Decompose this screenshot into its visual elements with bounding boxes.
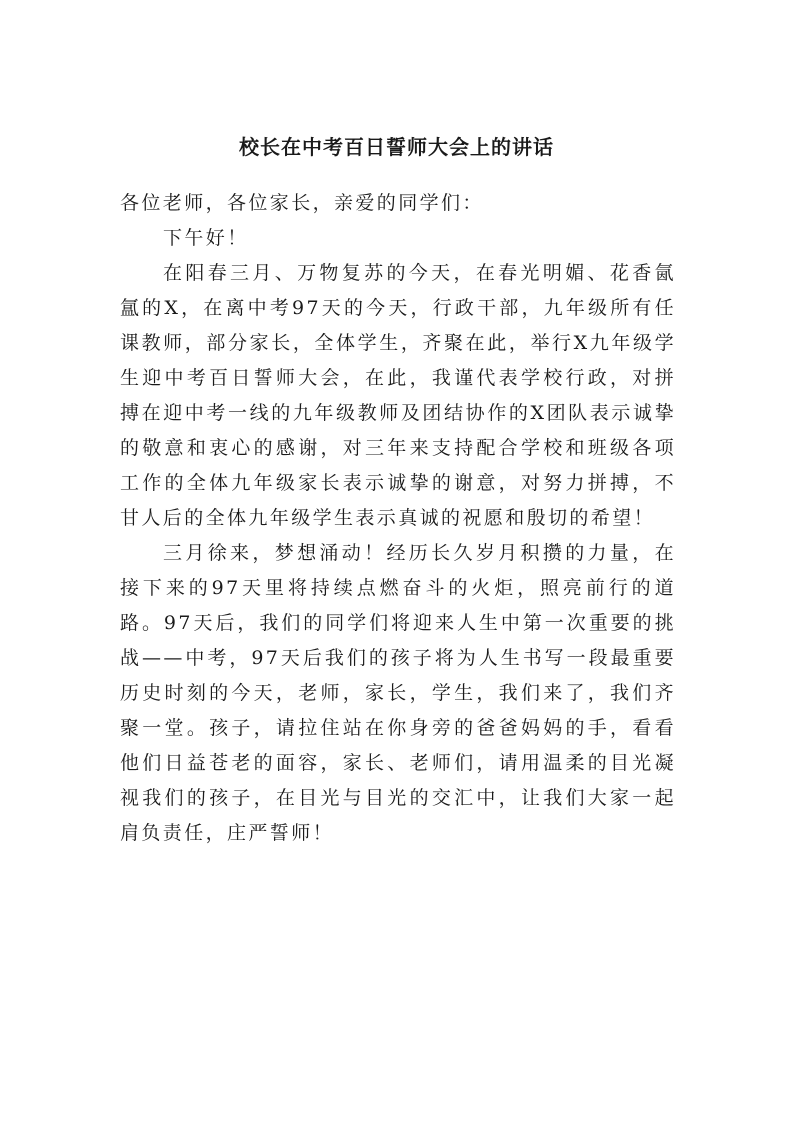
salutation: 各位老师，各位家长，亲爱的同学们：	[120, 192, 484, 214]
paragraph-opening: 在阳春三月、万物复苏的今天，在春光明媚、花香氤氲的X，在离中考97天的今天，行政干部，九年级所有任课教师，部分家长，全体学生，齐聚在此，举行X九年级学生迎中考百日誓师大会，在此，我谨代表学校行政，对拼搏在迎中考一线的九年级教师及团结协作的X团队表示诚挚的敬意和衷心的感谢，对三年来支持配合学校和班级各项工作的全体九年级家长表示诚挚的谢意，对努力拼搏，不甘人后的全体九年级学生表示真诚的祝愿和殷切的希望！	[120, 262, 676, 529]
paragraph-oath: 三月徐来，梦想涌动！经历长久岁月积攒的力量，在接下来的97天里将持续点燃奋斗的火炬，照亮前行的道路。97天后，我们的同学们将迎来人生中第一次重要的挑战——中考，97天后我们的孩子将为人生书写一段最重要历史时刻的今天，老师，家长，学生，我们来了，我们齐聚一堂。孩子，请拉住站在你身旁的爸爸妈妈的手，看看他们日益苍老的面容，家长、老师们，请用温柔的目光凝视我们的孩子，在目光与目光的交汇中，让我们大家一起肩负责任，庄严誓师！	[120, 542, 676, 844]
document-body	[120, 186, 676, 851]
document-title: 校长在中考百日誓师大会上的讲话	[239, 135, 554, 159]
greeting: 下午好！	[163, 227, 249, 249]
